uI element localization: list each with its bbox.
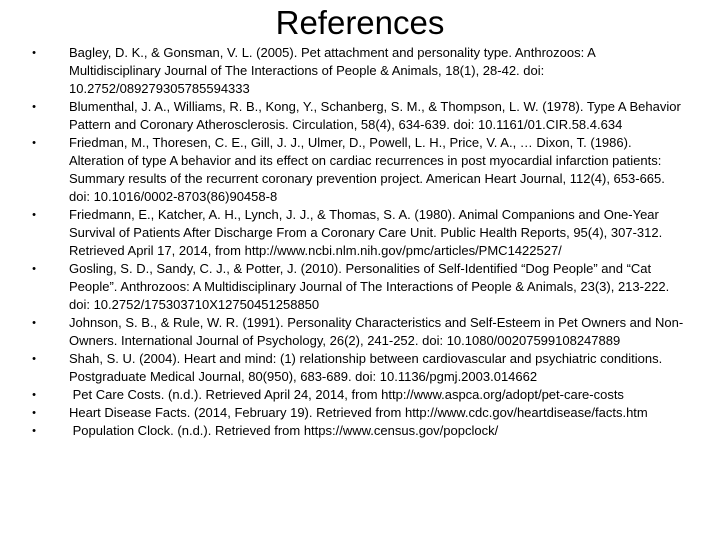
reference-item (28, 134, 688, 206)
bullet-icon: • (32, 407, 36, 419)
reference-item (28, 386, 688, 404)
reference-text: Pet Care Costs. (n.d.). Retrieved April 24, 2014, from http://www.aspca.org/adopt/pet-care-costs (69, 387, 624, 402)
reference-text: Shah, S. U. (2004). Heart and mind: (1) relationship between cardiovascular and psychiatric conditions. Postgraduate Medical Journal, 80(950), 683-689. doi: 10.1136/pgmj.2003.014662 (69, 351, 666, 384)
reference-list (28, 44, 688, 440)
reference-text: Friedman, M., Thoresen, C. E., Gill, J. J., Ulmer, D., Powell, L. H., Price, V. A., … Dixon, T. (1986). Alteration of type A behavior and its effect on cardiac recurrences in post myocardial infarction patients: Summary results of the recurrent coronary prevention project. American Heart Journal, 112(4), 653-665. doi: 10.1016/0002-8703(86)90458-8 (69, 135, 669, 204)
bullet-icon: • (32, 47, 36, 59)
reference-item (28, 350, 688, 386)
reference-text: Gosling, S. D., Sandy, C. J., & Potter, J. (2010). Personalities of Self-Identified “Dog People” and “Cat People”. Anthrozoos: A Multidisciplinary Journal of The Interactions of People & Animals, 23(3), 213-222. doi: 10.2752/175303710X12750451258850 (69, 261, 673, 312)
reference-item (28, 404, 688, 422)
bullet-icon: • (32, 317, 36, 329)
bullet-icon: • (32, 137, 36, 149)
reference-text: Population Clock. (n.d.). Retrieved from https://www.census.gov/popclock/ (69, 423, 499, 438)
reference-item (28, 98, 688, 134)
bullet-icon: • (32, 101, 36, 113)
reference-text: Johnson, S. B., & Rule, W. R. (1991). Personality Characteristics and Self-Esteem in Pet Owners and Non-Owners. International Journal of Psychology, 26(2), 241-252. doi: 10.1080/00207599108247889 (69, 315, 684, 348)
bullet-icon: • (32, 353, 36, 365)
bullet-icon: • (32, 389, 36, 401)
reference-text: Blumenthal, J. A., Williams, R. B., Kong, Y., Schanberg, S. M., & Thompson, L. W. (1978). Type A Behavior Pattern and Coronary Atherosclerosis. Circulation, 58(4), 634-639. doi: 10.1161/01.CIR.58.4.634 (69, 99, 685, 132)
bullet-icon: • (32, 425, 36, 437)
page-title: References (275, 4, 445, 41)
reference-text: Bagley, D. K., & Gonsman, V. L. (2005). Pet attachment and personality type. Anthrozoos: A Multidisciplinary Journal of The Interactions of People & Animals, 18(1), 28-42. doi: 10.2752/089279305785594333 (69, 45, 599, 96)
bullet-icon: • (32, 263, 36, 275)
reference-text: Friedmann, E., Katcher, A. H., Lynch, J. J., & Thomas, S. A. (1980). Animal Companions and One-Year Survival of Patients After Discharge From a Coronary Care Unit. Public Health Reports, 95(4), 307-312. Retrieved April 17, 2014, from http://www.ncbi.nlm.nih.gov/pmc/articles/PMC1422527/ (69, 207, 666, 258)
reference-item (28, 206, 688, 260)
bullet-icon: • (32, 209, 36, 221)
reference-text: Heart Disease Facts. (2014, February 19). Retrieved from http://www.cdc.gov/heartdisease/facts.htm (69, 405, 648, 420)
reference-item (28, 260, 688, 314)
reference-item (28, 314, 688, 350)
reference-item (28, 422, 688, 440)
reference-item (28, 44, 688, 98)
